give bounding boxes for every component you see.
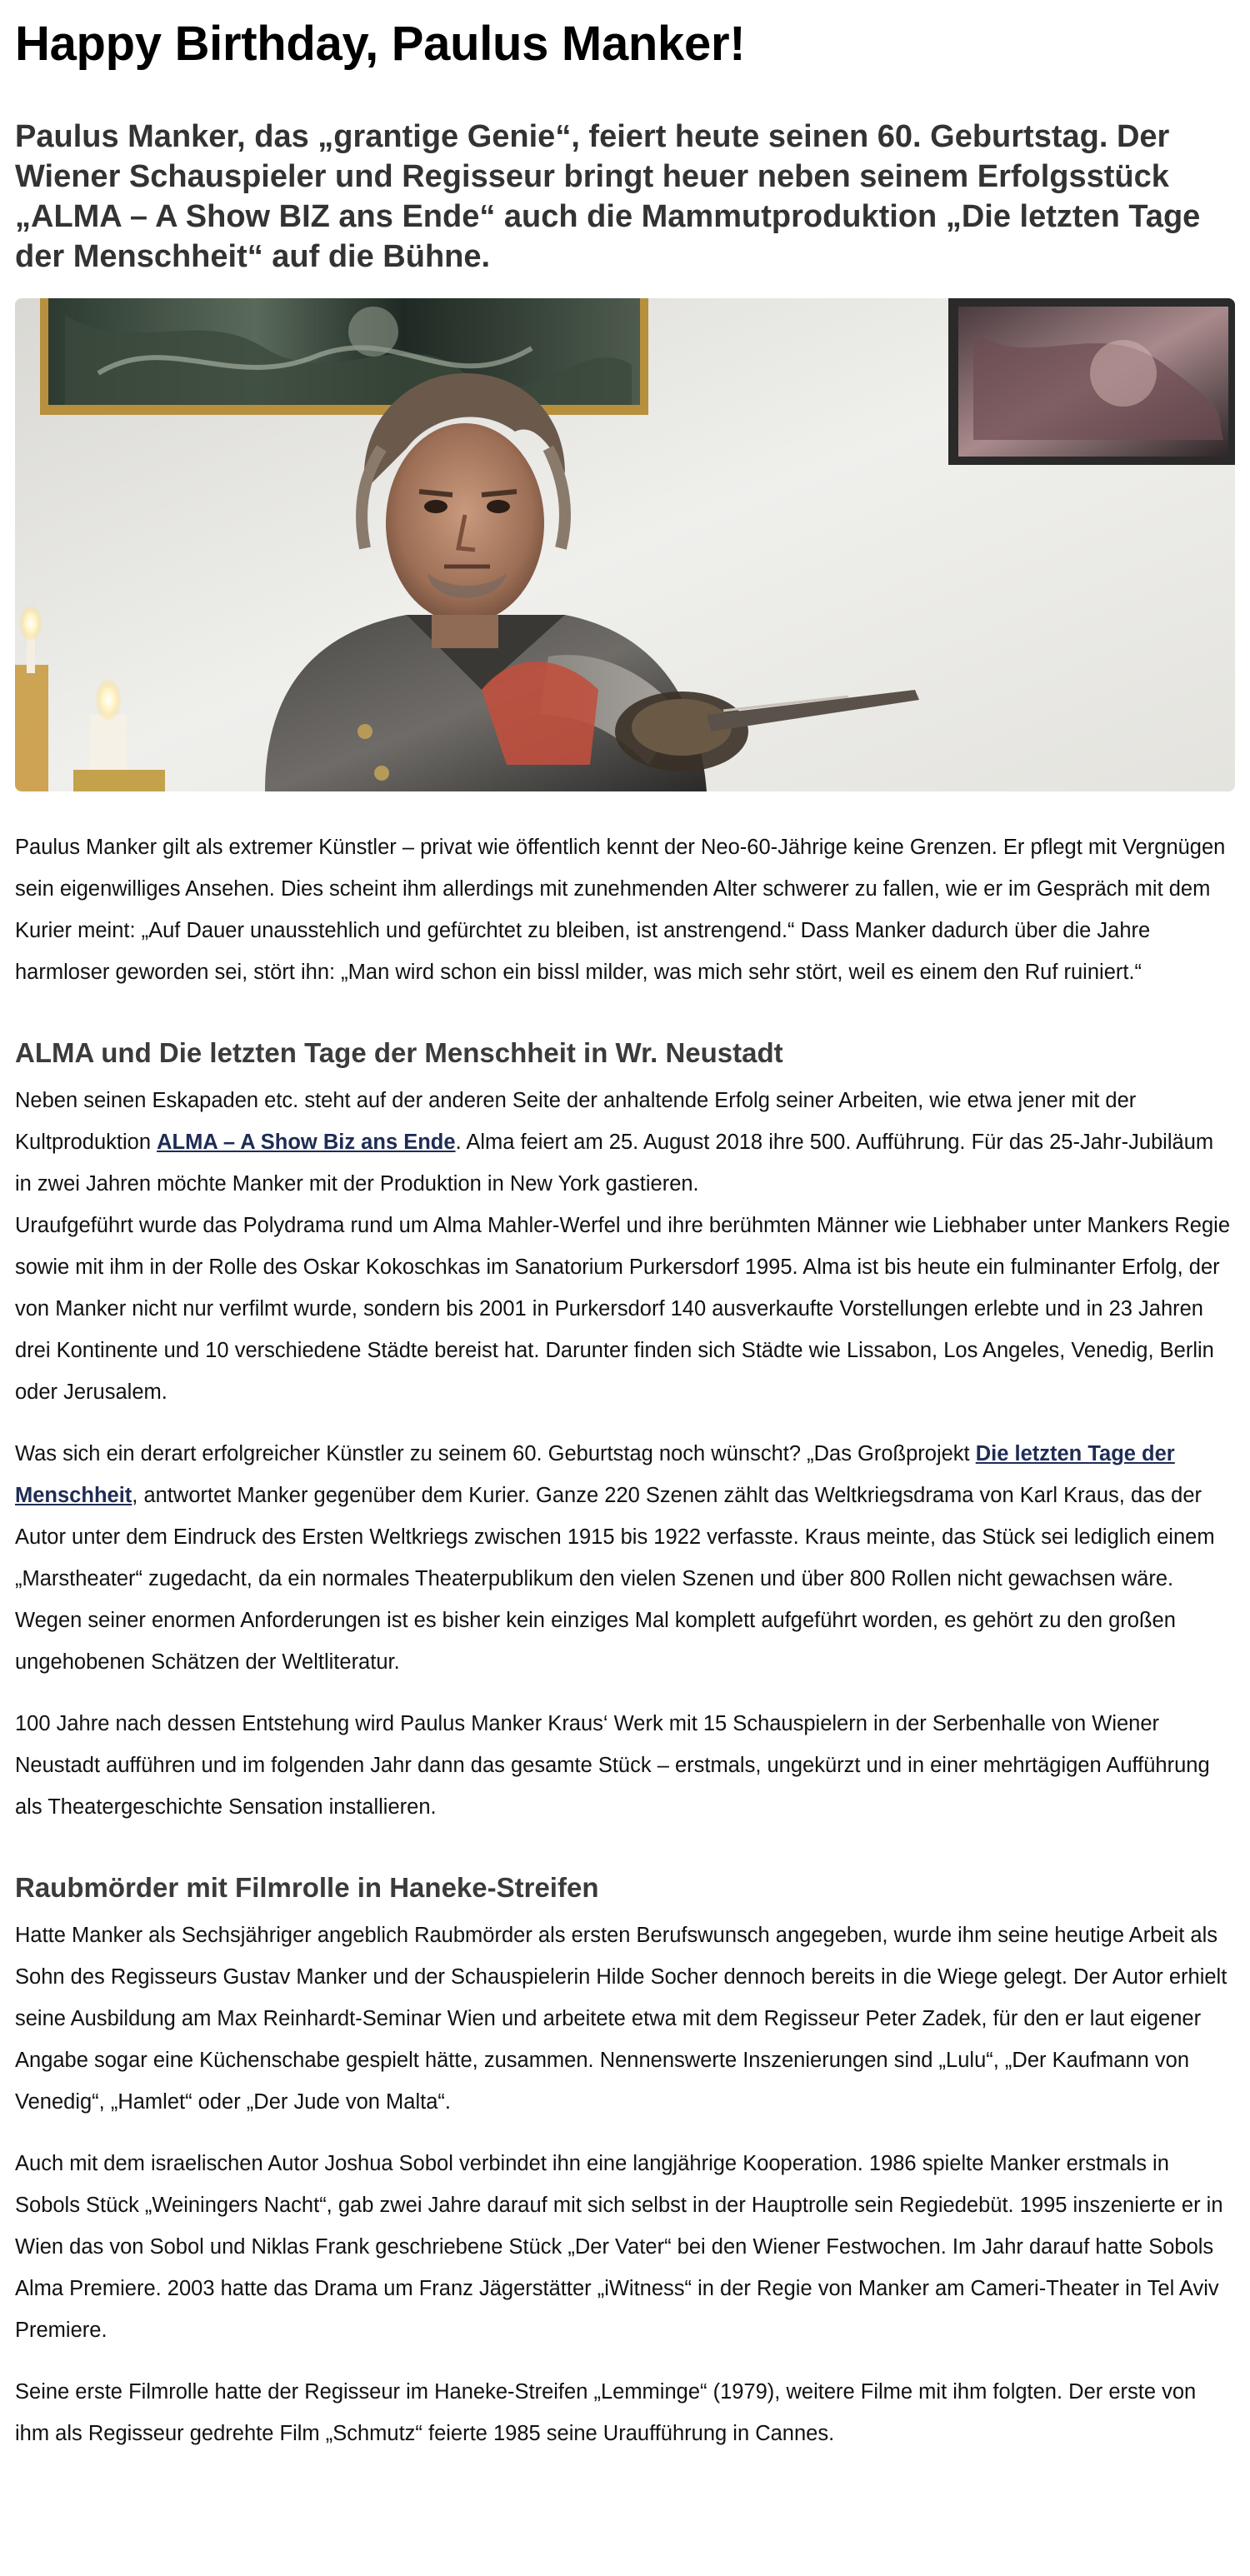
paragraph-text: Was sich ein derart erfolgreicher Künstler zu seinem 60. Geburtstag noch wünscht? „Das Großprojekt <box>15 1442 976 1465</box>
paragraph-text: . Alma feiert am 25. August 2018 ihre 500. Aufführung. Für das 25-Jahr-Jubiläum in zwei Jahren möchte Manker mit der Produktion in New York gastieren. <box>15 1131 1214 1196</box>
article-title: Happy Birthday, Paulus Manker! <box>15 17 746 71</box>
alma-show-link[interactable]: ALMA – A Show Biz ans Ende <box>157 1131 456 1154</box>
article-lead: Paulus Manker, das „grantige Genie“, feiert heute seinen 60. Geburtstag. Der Wiener Schauspieler und Regisseur bringt heuer neben seinem Erfolgsstück „ALMA – A Show BIZ ans Ende“ auch die Mammutproduktion „Die letzten Tage der Menschheit“ auf die Bühne. <box>15 119 1201 274</box>
hero-photo <box>15 298 1235 791</box>
film-paragraph: Seine erste Filmrolle hatte der Regisseur im Haneke-Streifen „Lemminge“ (1979), weitere Filme mit ihm folgten. Der erste von ihm als Regisseur gedrehte Film „Schmutz“ feierte 1985 seine Uraufführung in Cannes. <box>15 2380 1197 2445</box>
alma-paragraph <box>15 1080 1235 1205</box>
wish-paragraph <box>15 1433 1235 1683</box>
career-paragraph: Hatte Manker als Sechsjähriger angeblich Raubmörder als ersten Berufswunsch angegeben, wurde ihm seine heutige Arbeit als Sohn des Regisseurs Gustav Manker und der Schauspielerin Hilde Socher dennoch bereits in die Wiege gelegt. Der Autor erhielt seine Ausbildung am Max Reinhardt-Seminar Wien und arbeitete etwa mit dem Regisseur Peter Zadek, für den er laut eigener Angabe sogar eine Küchenschabe gespielt hätte, zusammen. Nennenswerte Inszenierungen sind „Lulu“, „Der Kaufmann von Venedig“, „Hamlet“ oder „Der Jude von Malta“. <box>15 1924 1228 2114</box>
section-heading-alma: ALMA und Die letzten Tage der Menschheit in Wr. Neustadt <box>15 1037 783 1068</box>
intro-paragraph: Paulus Manker gilt als extremer Künstler – privat wie öffentlich kennt der Neo-60-Jährige keine Grenzen. Er pflegt mit Vergnügen sein eigenwilliges Ansehen. Dies scheint ihm allerdings mit zunehmenden Alter schwerer zu fallen, wie er im Gespräch mit dem Kurier meint: „Auf Dauer unausstehlich und gefürchtet zu bleiben, ist anstrengend.“ Dass Manker dadurch über die Jahre harmloser geworden sei, stört ihn: „Man wird schon ein bissl milder, was mich sehr stört, weil es einem den Ruf ruiniert.“ <box>15 836 1226 984</box>
sobol-paragraph: Auch mit dem israelischen Autor Joshua Sobol verbindet ihn eine langjährige Kooperation. 1986 spielte Manker erstmals in Sobols Stück „Weiningers Nacht“, gab zwei Jahre darauf mit sich selbst in der Hauptrolle sein Regiedebüt. 1995 inszenierte er in Wien das von Sobol und Niklas Frank geschriebene Stück „Der Vater“ bei den Wiener Festwochen. Im Jahr darauf hatte Sobols Alma Premiere. 2003 hatte das Drama um Franz Jägerstätter „iWitness“ in der Regie von Manker am Cameri-Theater in Tel Aviv Premiere. <box>15 2152 1223 2342</box>
section-heading-raubmoerder: Raubmörder mit Filmrolle in Haneke-Streifen <box>15 1872 599 1903</box>
paragraph-text: , antwortet Manker gegenüber dem Kurier. Ganze 220 Szenen zählt das Weltkriegsdrama von Karl Kraus, das der Autor unter dem Eindruck des Ersten Weltkriegs zwischen 1915 bis 1922 verfasste. Kraus meinte, das Stück sei lediglich einem „Marstheater“ zugedacht, da ein normales Theaterpublikum den vielen Szenen und über 800 Rollen nicht gewachsen wäre. Wegen seiner enormen Anforderungen ist es bisher kein einziges Mal komplett aufgeführt worden, es gehört zu den großen ungehobenen Schätzen der Weltliteratur. <box>15 1484 1215 1674</box>
serbenhalle-paragraph: 100 Jahre nach dessen Entstehung wird Paulus Manker Kraus‘ Werk mit 15 Schauspielern in der Serbenhalle von Wiener Neustadt aufführen und im folgenden Jahr dann das gesamte Stück – erstmals, ungekürzt und in einer mehrtägigen Aufführung als Theatergeschichte Sensation installieren. <box>15 1712 1210 1819</box>
article-body <box>15 826 1235 2454</box>
paragraph-text: Neben seinen Eskapaden etc. steht auf der anderen Seite der anhaltende Erfolg seiner Arbeiten, wie etwa jener mit der Kultproduktion <box>15 1089 1137 1154</box>
actor-portrait-illustration <box>15 298 1235 791</box>
letzte-tage-link[interactable]: Die letzten Tage der Menschheit <box>15 1442 1175 1507</box>
uraufgefuehrt-paragraph: Uraufgeführt wurde das Polydrama rund um Alma Mahler-Werfel und ihre berühmten Männer wie Liebhaber unter Mankers Regie sowie mit ihm in der Rolle des Oskar Kokoschkas im Sanatorium Purkersdorf 1995. Alma ist bis heute ein fulminanter Erfolg, der von Manker nicht nur verfilmt wurde, sondern bis 2001 in Purkersdorf 140 ausverkaufte Vorstellungen erlebte und in 23 Jahren drei Kontinente und 10 verschiedene Städte bereist hat. Darunter finden sich Städte wie Lissabon, Los Angeles, Venedig, Berlin oder Jerusalem. <box>15 1214 1231 1404</box>
